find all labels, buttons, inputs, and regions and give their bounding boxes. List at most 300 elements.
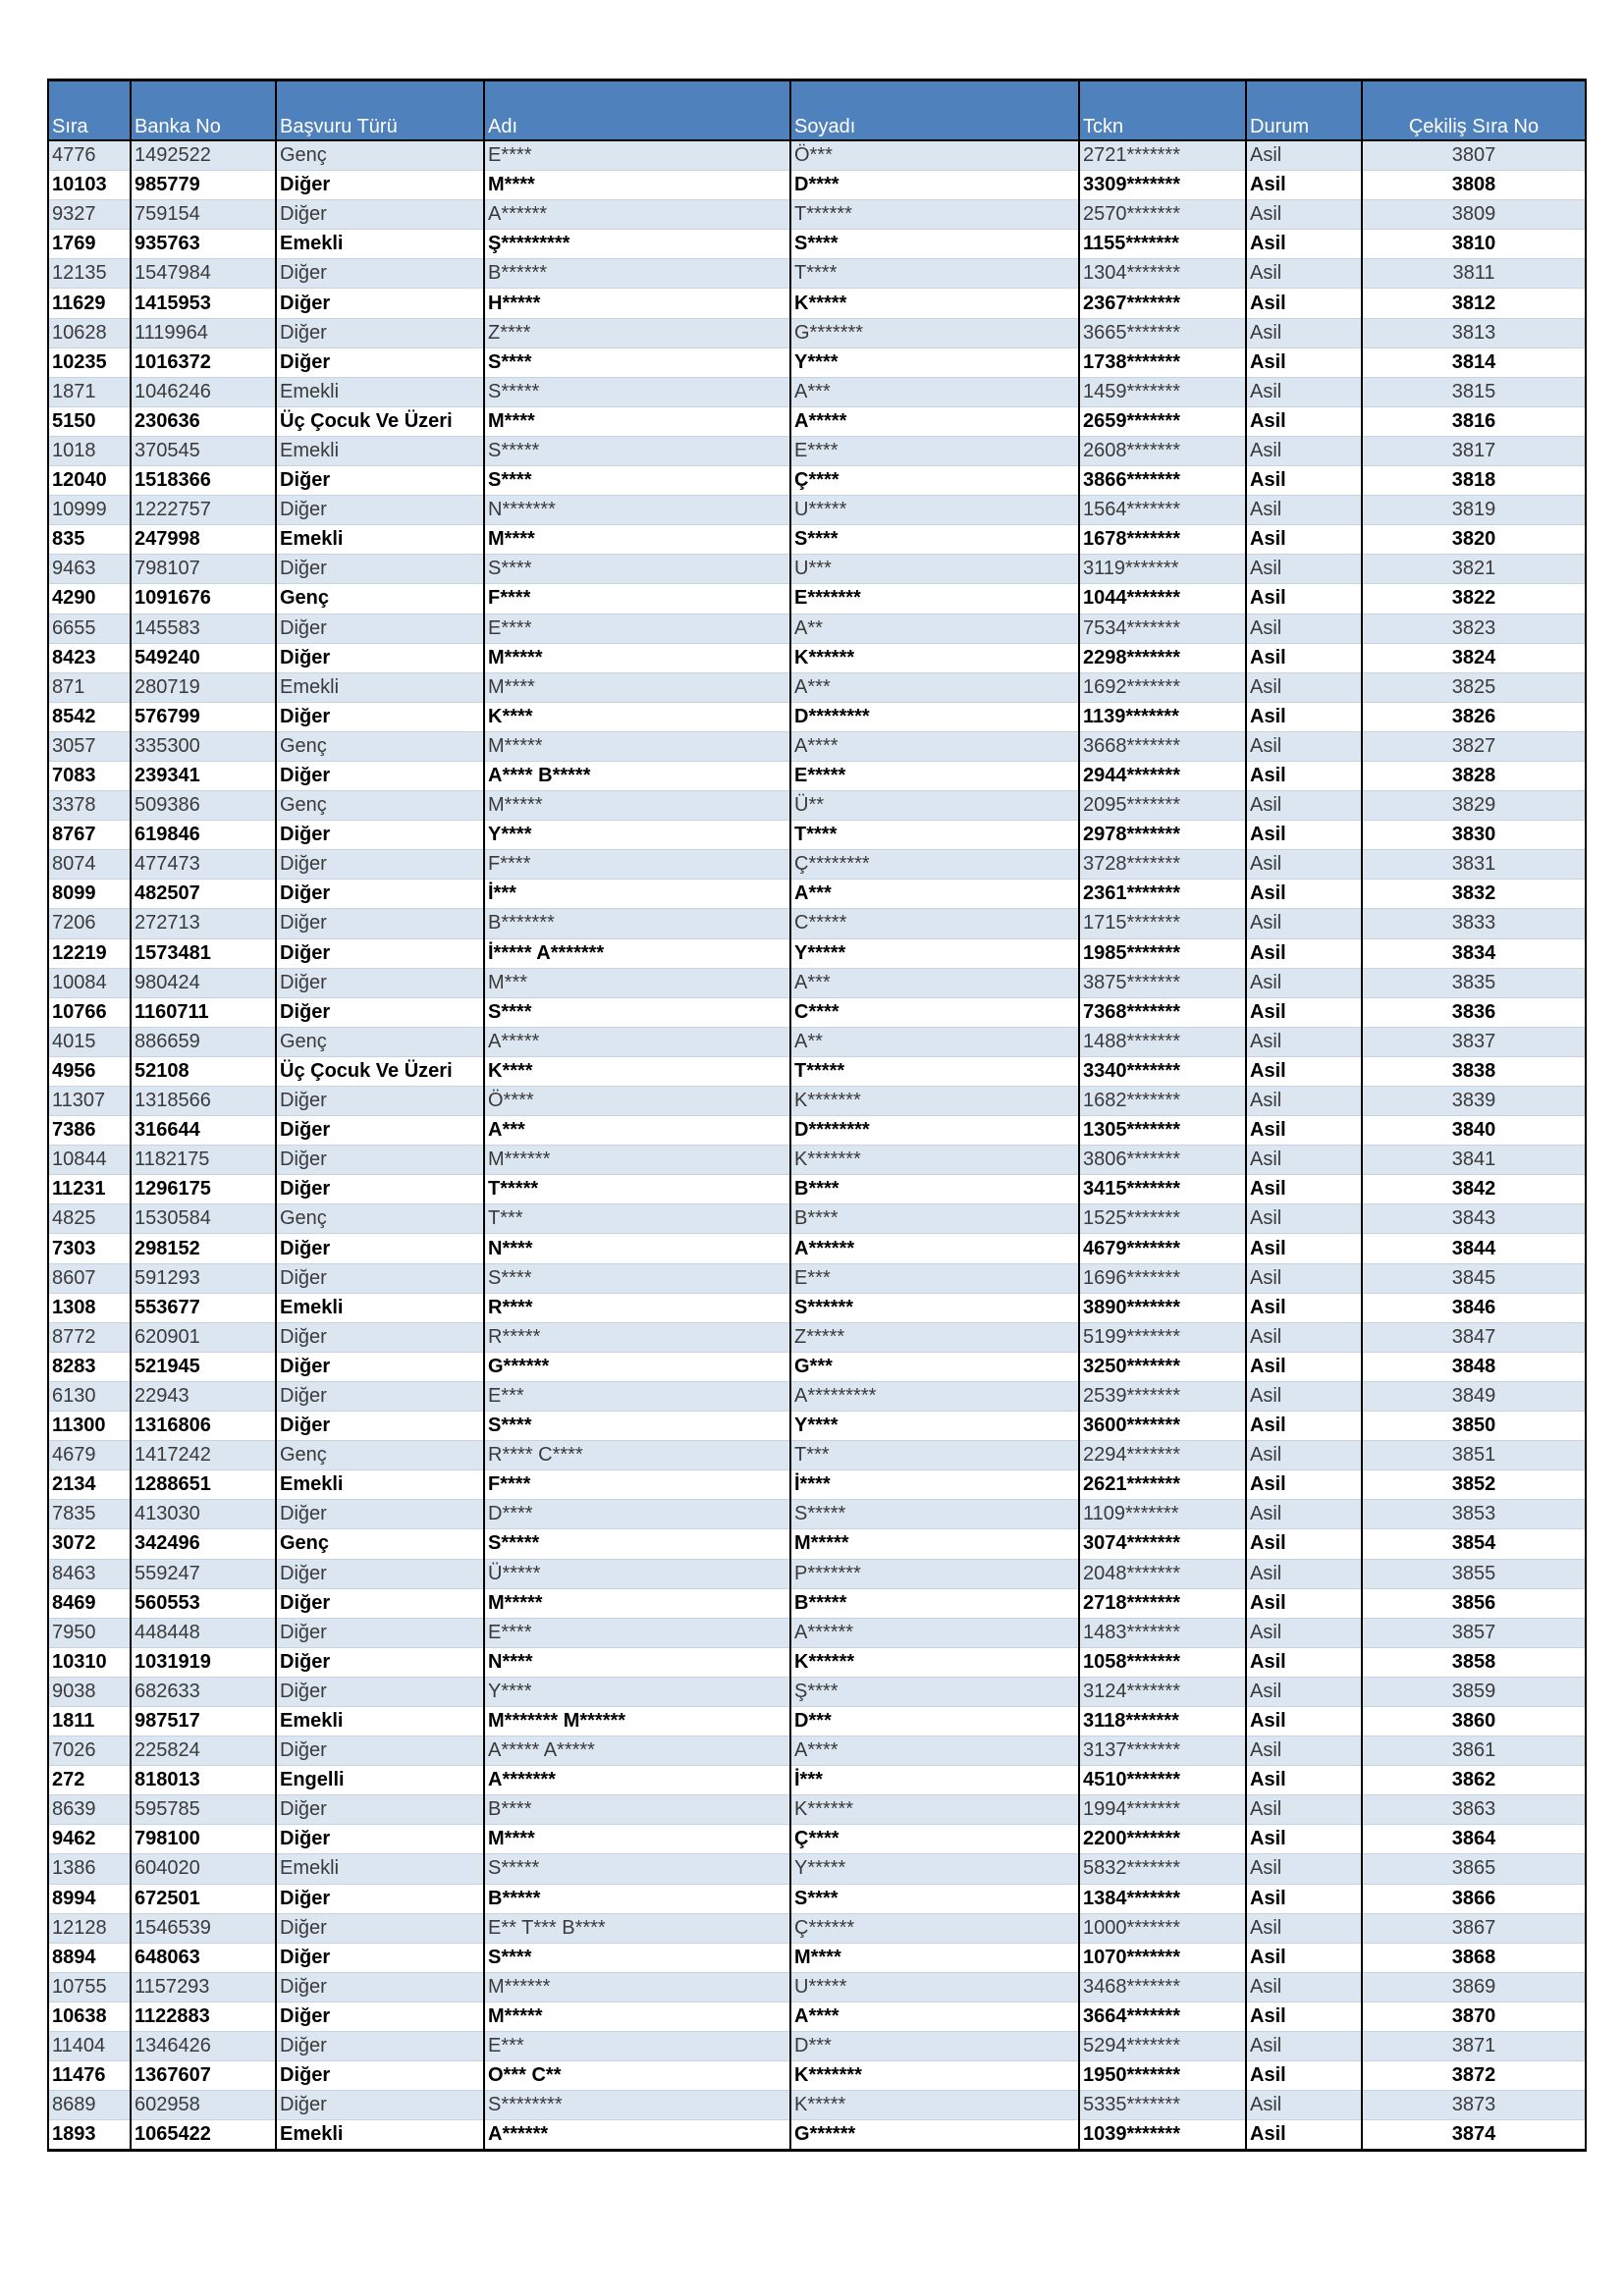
- cell-basvuru-turu: Üç Çocuk Ve Üzeri: [276, 406, 484, 436]
- cell-soyadi: K*****: [790, 289, 1079, 318]
- cell-soyadi: Ç********: [790, 850, 1079, 880]
- cell-banka-no: 560553: [131, 1588, 276, 1618]
- table-row: [48, 1056, 1586, 1086]
- cell-cekilis-sira-no: 3808: [1362, 171, 1586, 200]
- cell-cekilis-sira-no: 3863: [1362, 1795, 1586, 1825]
- cell-adi: B******: [484, 259, 790, 289]
- table-row: [48, 230, 1586, 259]
- table-row: [48, 171, 1586, 200]
- cell-durum: Asil: [1246, 289, 1362, 318]
- cell-adi: E****: [484, 140, 790, 171]
- cell-durum: Asil: [1246, 938, 1362, 968]
- cell-basvuru-turu: Diğer: [276, 821, 484, 850]
- cell-basvuru-turu: Diğer: [276, 1736, 484, 1766]
- table-row: [48, 672, 1586, 702]
- cell-banka-no: 272713: [131, 909, 276, 938]
- cell-durum: Asil: [1246, 1647, 1362, 1677]
- cell-banka-no: 413030: [131, 1500, 276, 1529]
- table-row: [48, 1588, 1586, 1618]
- cell-durum: Asil: [1246, 584, 1362, 614]
- cell-sira: 1308: [48, 1293, 131, 1322]
- cell-durum: Asil: [1246, 466, 1362, 496]
- cell-adi: K****: [484, 702, 790, 731]
- table-row: [48, 909, 1586, 938]
- cell-tckn: 4679*******: [1079, 1234, 1246, 1263]
- cell-basvuru-turu: Emekli: [276, 377, 484, 406]
- cell-sira: 2134: [48, 1470, 131, 1500]
- cell-sira: 9463: [48, 555, 131, 584]
- cell-tckn: 2944*******: [1079, 761, 1246, 790]
- cell-durum: Asil: [1246, 2091, 1362, 2120]
- cell-tckn: 1000*******: [1079, 1913, 1246, 1943]
- cell-adi: A******: [484, 2120, 790, 2151]
- cell-soyadi: C****: [790, 997, 1079, 1027]
- cell-durum: Asil: [1246, 1412, 1362, 1441]
- table-row: [48, 1706, 1586, 1735]
- header-basvuru-turu: Başvuru Türü: [276, 80, 484, 141]
- cell-sira: 12219: [48, 938, 131, 968]
- cell-soyadi: U*****: [790, 1972, 1079, 2002]
- cell-sira: 12040: [48, 466, 131, 496]
- cell-tckn: 1155*******: [1079, 230, 1246, 259]
- cell-durum: Asil: [1246, 555, 1362, 584]
- cell-banka-no: 230636: [131, 406, 276, 436]
- cell-tckn: 1564*******: [1079, 496, 1246, 525]
- cell-banka-no: 1065422: [131, 2120, 276, 2151]
- table-row: [48, 702, 1586, 731]
- cell-soyadi: A****: [790, 2002, 1079, 2031]
- cell-durum: Asil: [1246, 1913, 1362, 1943]
- cell-tckn: 3875*******: [1079, 968, 1246, 997]
- header-durum: Durum: [1246, 80, 1362, 141]
- cell-banka-no: 298152: [131, 1234, 276, 1263]
- cell-adi: M****: [484, 525, 790, 555]
- cell-banka-no: 22943: [131, 1381, 276, 1411]
- cell-adi: S****: [484, 347, 790, 377]
- table-row: [48, 436, 1586, 465]
- cell-adi: F****: [484, 1470, 790, 1500]
- cell-banka-no: 1316806: [131, 1412, 276, 1441]
- cell-durum: Asil: [1246, 1352, 1362, 1381]
- cell-soyadi: B*****: [790, 1588, 1079, 1618]
- cell-adi: T***: [484, 1204, 790, 1234]
- cell-tckn: 2978*******: [1079, 821, 1246, 850]
- table-row: [48, 555, 1586, 584]
- cell-soyadi: İ***: [790, 1766, 1079, 1795]
- cell-adi: R**** C****: [484, 1441, 790, 1470]
- header-tckn: Tckn: [1079, 80, 1246, 141]
- cell-banka-no: 509386: [131, 791, 276, 821]
- cell-durum: Asil: [1246, 1706, 1362, 1735]
- cell-banka-no: 335300: [131, 731, 276, 761]
- table-row: [48, 1293, 1586, 1322]
- cell-cekilis-sira-no: 3814: [1362, 347, 1586, 377]
- table-row: [48, 318, 1586, 347]
- cell-banka-no: 342496: [131, 1529, 276, 1559]
- cell-adi: M****: [484, 406, 790, 436]
- table-row: [48, 1854, 1586, 1884]
- cell-tckn: 7534*******: [1079, 614, 1246, 643]
- cell-banka-no: 672501: [131, 1884, 276, 1913]
- cell-tckn: 1994*******: [1079, 1795, 1246, 1825]
- cell-durum: Asil: [1246, 318, 1362, 347]
- cell-banka-no: 759154: [131, 200, 276, 230]
- cell-soyadi: E*****: [790, 761, 1079, 790]
- cell-durum: Asil: [1246, 1381, 1362, 1411]
- cell-tckn: 1488*******: [1079, 1027, 1246, 1056]
- table-row: [48, 731, 1586, 761]
- cell-banka-no: 620901: [131, 1322, 276, 1352]
- cell-cekilis-sira-no: 3832: [1362, 880, 1586, 909]
- table-row: [48, 997, 1586, 1027]
- cell-tckn: 4510*******: [1079, 1766, 1246, 1795]
- cell-banka-no: 247998: [131, 525, 276, 555]
- cell-tckn: 1039*******: [1079, 2120, 1246, 2151]
- cell-banka-no: 1016372: [131, 347, 276, 377]
- cell-sira: 1018: [48, 436, 131, 465]
- cell-sira: 8423: [48, 643, 131, 672]
- cell-adi: S****: [484, 1263, 790, 1293]
- cell-adi: M******* M******: [484, 1706, 790, 1735]
- cell-banka-no: 987517: [131, 1706, 276, 1735]
- cell-cekilis-sira-no: 3859: [1362, 1677, 1586, 1706]
- cell-cekilis-sira-no: 3856: [1362, 1588, 1586, 1618]
- cell-soyadi: T****: [790, 259, 1079, 289]
- cell-sira: 9462: [48, 1825, 131, 1854]
- table-row: [48, 1972, 1586, 2002]
- cell-sira: 5150: [48, 406, 131, 436]
- cell-basvuru-turu: Diğer: [276, 1913, 484, 1943]
- cell-sira: 8639: [48, 1795, 131, 1825]
- table-row: [48, 880, 1586, 909]
- table-row: [48, 1263, 1586, 1293]
- cell-adi: E****: [484, 614, 790, 643]
- header-banka-no: Banka No: [131, 80, 276, 141]
- cell-soyadi: C*****: [790, 909, 1079, 938]
- cell-adi: A**** B*****: [484, 761, 790, 790]
- cell-adi: G******: [484, 1352, 790, 1381]
- cell-tckn: 3600*******: [1079, 1412, 1246, 1441]
- cell-cekilis-sira-no: 3864: [1362, 1825, 1586, 1854]
- cell-soyadi: D***: [790, 2032, 1079, 2061]
- cell-banka-no: 1547984: [131, 259, 276, 289]
- cell-adi: F****: [484, 850, 790, 880]
- cell-durum: Asil: [1246, 1441, 1362, 1470]
- cell-banka-no: 225824: [131, 1736, 276, 1766]
- cell-soyadi: A***: [790, 672, 1079, 702]
- cell-soyadi: Z*****: [790, 1322, 1079, 1352]
- cell-tckn: 1738*******: [1079, 347, 1246, 377]
- cell-durum: Asil: [1246, 1795, 1362, 1825]
- cell-sira: 6655: [48, 614, 131, 643]
- cell-tckn: 2294*******: [1079, 1441, 1246, 1470]
- cell-adi: M******: [484, 1146, 790, 1175]
- cell-basvuru-turu: Diğer: [276, 1559, 484, 1588]
- cell-adi: A*****: [484, 1027, 790, 1056]
- cell-durum: Asil: [1246, 1529, 1362, 1559]
- cell-adi: M*****: [484, 791, 790, 821]
- cell-banka-no: 549240: [131, 643, 276, 672]
- table-header: [48, 80, 1586, 141]
- table-row: [48, 643, 1586, 672]
- cell-soyadi: E***: [790, 1263, 1079, 1293]
- cell-cekilis-sira-no: 3837: [1362, 1027, 1586, 1056]
- cell-sira: 10084: [48, 968, 131, 997]
- cell-durum: Asil: [1246, 200, 1362, 230]
- cell-soyadi: K*****: [790, 2091, 1079, 2120]
- cell-adi: Ş*********: [484, 230, 790, 259]
- cell-basvuru-turu: Genç: [276, 584, 484, 614]
- cell-soyadi: K*******: [790, 1087, 1079, 1116]
- cell-cekilis-sira-no: 3835: [1362, 968, 1586, 997]
- cell-durum: Asil: [1246, 1766, 1362, 1795]
- cell-basvuru-turu: Diğer: [276, 200, 484, 230]
- cell-soyadi: S****: [790, 525, 1079, 555]
- cell-sira: 8689: [48, 2091, 131, 2120]
- cell-soyadi: S****: [790, 1884, 1079, 1913]
- cell-durum: Asil: [1246, 1618, 1362, 1647]
- cell-basvuru-turu: Genç: [276, 1441, 484, 1470]
- cell-soyadi: E*******: [790, 584, 1079, 614]
- cell-tckn: 5294*******: [1079, 2032, 1246, 2061]
- cell-basvuru-turu: Diğer: [276, 1352, 484, 1381]
- cell-cekilis-sira-no: 3860: [1362, 1706, 1586, 1735]
- table-row: [48, 1175, 1586, 1204]
- cell-sira: 7026: [48, 1736, 131, 1766]
- cell-sira: 4825: [48, 1204, 131, 1234]
- cell-basvuru-turu: Emekli: [276, 1293, 484, 1322]
- cell-sira: 3072: [48, 1529, 131, 1559]
- cell-sira: 8772: [48, 1322, 131, 1352]
- cell-durum: Asil: [1246, 1175, 1362, 1204]
- cell-banka-no: 980424: [131, 968, 276, 997]
- cell-basvuru-turu: Diğer: [276, 1263, 484, 1293]
- cell-sira: 1769: [48, 230, 131, 259]
- cell-adi: A*******: [484, 1766, 790, 1795]
- cell-banka-no: 798100: [131, 1825, 276, 1854]
- cell-cekilis-sira-no: 3815: [1362, 377, 1586, 406]
- table-row: [48, 1795, 1586, 1825]
- cell-cekilis-sira-no: 3839: [1362, 1087, 1586, 1116]
- cell-durum: Asil: [1246, 1146, 1362, 1175]
- cell-tckn: 3415*******: [1079, 1175, 1246, 1204]
- cell-basvuru-turu: Diğer: [276, 1825, 484, 1854]
- cell-cekilis-sira-no: 3868: [1362, 1943, 1586, 1972]
- table-row: [48, 1116, 1586, 1146]
- cell-durum: Asil: [1246, 1116, 1362, 1146]
- table-row: [48, 377, 1586, 406]
- table-row: [48, 289, 1586, 318]
- cell-basvuru-turu: Genç: [276, 140, 484, 171]
- cell-tckn: 2570*******: [1079, 200, 1246, 230]
- cell-tckn: 3118*******: [1079, 1706, 1246, 1735]
- cell-durum: Asil: [1246, 140, 1362, 171]
- cell-durum: Asil: [1246, 259, 1362, 289]
- cell-basvuru-turu: Diğer: [276, 1884, 484, 1913]
- cell-basvuru-turu: Diğer: [276, 2091, 484, 2120]
- table-row: [48, 200, 1586, 230]
- cell-adi: S*****: [484, 1854, 790, 1884]
- cell-tckn: 1525*******: [1079, 1204, 1246, 1234]
- cell-banka-no: 648063: [131, 1943, 276, 1972]
- cell-durum: Asil: [1246, 1293, 1362, 1322]
- cell-basvuru-turu: Emekli: [276, 672, 484, 702]
- cell-soyadi: T******: [790, 200, 1079, 230]
- cell-sira: 10103: [48, 171, 131, 200]
- cell-durum: Asil: [1246, 1943, 1362, 1972]
- cell-basvuru-turu: Emekli: [276, 1854, 484, 1884]
- table-row: [48, 1677, 1586, 1706]
- cell-banka-no: 1091676: [131, 584, 276, 614]
- cell-sira: 1386: [48, 1854, 131, 1884]
- cell-cekilis-sira-no: 3812: [1362, 289, 1586, 318]
- cell-durum: Asil: [1246, 377, 1362, 406]
- cell-cekilis-sira-no: 3871: [1362, 2032, 1586, 2061]
- cell-basvuru-turu: Emekli: [276, 1470, 484, 1500]
- cell-sira: 4679: [48, 1441, 131, 1470]
- cell-banka-no: 482507: [131, 880, 276, 909]
- cell-sira: 7083: [48, 761, 131, 790]
- cell-adi: M*****: [484, 1588, 790, 1618]
- cell-banka-no: 145583: [131, 614, 276, 643]
- cell-cekilis-sira-no: 3852: [1362, 1470, 1586, 1500]
- cell-durum: Asil: [1246, 997, 1362, 1027]
- cell-basvuru-turu: Diğer: [276, 2061, 484, 2091]
- cell-durum: Asil: [1246, 672, 1362, 702]
- table-row: [48, 406, 1586, 436]
- cell-durum: Asil: [1246, 2032, 1362, 2061]
- cell-sira: 272: [48, 1766, 131, 1795]
- cell-adi: Y****: [484, 821, 790, 850]
- cell-soyadi: A******: [790, 1618, 1079, 1647]
- cell-durum: Asil: [1246, 1736, 1362, 1766]
- cell-banka-no: 1318566: [131, 1087, 276, 1116]
- cell-adi: S****: [484, 997, 790, 1027]
- cell-durum: Asil: [1246, 2061, 1362, 2091]
- cell-basvuru-turu: Diğer: [276, 1618, 484, 1647]
- cell-soyadi: Ş****: [790, 1677, 1079, 1706]
- cell-tckn: 1682*******: [1079, 1087, 1246, 1116]
- cell-basvuru-turu: Diğer: [276, 968, 484, 997]
- cell-basvuru-turu: Üç Çocuk Ve Üzeri: [276, 1056, 484, 1086]
- cell-sira: 3057: [48, 731, 131, 761]
- cell-soyadi: A****: [790, 731, 1079, 761]
- table-row: [48, 496, 1586, 525]
- cell-sira: 4015: [48, 1027, 131, 1056]
- cell-banka-no: 1573481: [131, 938, 276, 968]
- cell-cekilis-sira-no: 3829: [1362, 791, 1586, 821]
- cell-durum: Asil: [1246, 643, 1362, 672]
- cell-sira: 10235: [48, 347, 131, 377]
- cell-tckn: 3728*******: [1079, 850, 1246, 880]
- cell-cekilis-sira-no: 3834: [1362, 938, 1586, 968]
- cell-sira: 3378: [48, 791, 131, 821]
- cell-banka-no: 1417242: [131, 1441, 276, 1470]
- cell-durum: Asil: [1246, 230, 1362, 259]
- cell-cekilis-sira-no: 3873: [1362, 2091, 1586, 2120]
- cell-soyadi: K******: [790, 1647, 1079, 1677]
- cell-adi: N****: [484, 1647, 790, 1677]
- cell-banka-no: 280719: [131, 672, 276, 702]
- cell-soyadi: K******: [790, 1795, 1079, 1825]
- table-row: [48, 2120, 1586, 2151]
- cell-basvuru-turu: Diğer: [276, 259, 484, 289]
- cell-tckn: 3668*******: [1079, 731, 1246, 761]
- cell-durum: Asil: [1246, 1677, 1362, 1706]
- cell-tckn: 3866*******: [1079, 466, 1246, 496]
- cell-cekilis-sira-no: 3849: [1362, 1381, 1586, 1411]
- cell-banka-no: 576799: [131, 702, 276, 731]
- cell-sira: 8994: [48, 1884, 131, 1913]
- cell-durum: Asil: [1246, 1234, 1362, 1263]
- cell-soyadi: T***: [790, 1441, 1079, 1470]
- cell-tckn: 3074*******: [1079, 1529, 1246, 1559]
- cell-soyadi: D***: [790, 1706, 1079, 1735]
- cell-tckn: 1985*******: [1079, 938, 1246, 968]
- table-row: [48, 938, 1586, 968]
- cell-adi: M*****: [484, 731, 790, 761]
- cell-banka-no: 682633: [131, 1677, 276, 1706]
- cell-cekilis-sira-no: 3853: [1362, 1500, 1586, 1529]
- cell-banka-no: 1296175: [131, 1175, 276, 1204]
- cell-soyadi: M****: [790, 1943, 1079, 1972]
- cell-soyadi: A*********: [790, 1381, 1079, 1411]
- cell-cekilis-sira-no: 3817: [1362, 436, 1586, 465]
- cell-basvuru-turu: Emekli: [276, 436, 484, 465]
- table-row: [48, 850, 1586, 880]
- cell-cekilis-sira-no: 3866: [1362, 1884, 1586, 1913]
- cell-banka-no: 1492522: [131, 140, 276, 171]
- cell-tckn: 7368*******: [1079, 997, 1246, 1027]
- table-body: [48, 140, 1586, 2151]
- cell-sira: 1871: [48, 377, 131, 406]
- cell-basvuru-turu: Diğer: [276, 938, 484, 968]
- cell-soyadi: U***: [790, 555, 1079, 584]
- cell-banka-no: 370545: [131, 436, 276, 465]
- cell-cekilis-sira-no: 3822: [1362, 584, 1586, 614]
- cell-basvuru-turu: Diğer: [276, 496, 484, 525]
- cell-tckn: 1304*******: [1079, 259, 1246, 289]
- header-cekilis-sira-no: Çekiliş Sıra No: [1362, 80, 1586, 141]
- cell-cekilis-sira-no: 3813: [1362, 318, 1586, 347]
- cell-cekilis-sira-no: 3862: [1362, 1766, 1586, 1795]
- cell-tckn: 1459*******: [1079, 377, 1246, 406]
- cell-cekilis-sira-no: 3842: [1362, 1175, 1586, 1204]
- cell-soyadi: E****: [790, 436, 1079, 465]
- header-sira: Sıra: [48, 80, 131, 141]
- cell-tckn: 3806*******: [1079, 1146, 1246, 1175]
- cell-soyadi: T*****: [790, 1056, 1079, 1086]
- cell-basvuru-turu: Diğer: [276, 1116, 484, 1146]
- cell-banka-no: 935763: [131, 230, 276, 259]
- cell-basvuru-turu: Diğer: [276, 1677, 484, 1706]
- cell-durum: Asil: [1246, 2120, 1362, 2151]
- cell-sira: 1811: [48, 1706, 131, 1735]
- cell-adi: S*****: [484, 1529, 790, 1559]
- cell-adi: A******: [484, 200, 790, 230]
- cell-cekilis-sira-no: 3816: [1362, 406, 1586, 436]
- cell-sira: 12128: [48, 1913, 131, 1943]
- cell-adi: H*****: [484, 289, 790, 318]
- cell-cekilis-sira-no: 3845: [1362, 1263, 1586, 1293]
- header-soyadi: Soyadı: [790, 80, 1079, 141]
- cell-soyadi: Ç****: [790, 466, 1079, 496]
- results-table-container: [47, 79, 1585, 2152]
- cell-tckn: 2659*******: [1079, 406, 1246, 436]
- cell-banka-no: 1518366: [131, 466, 276, 496]
- cell-durum: Asil: [1246, 614, 1362, 643]
- cell-basvuru-turu: Diğer: [276, 1943, 484, 1972]
